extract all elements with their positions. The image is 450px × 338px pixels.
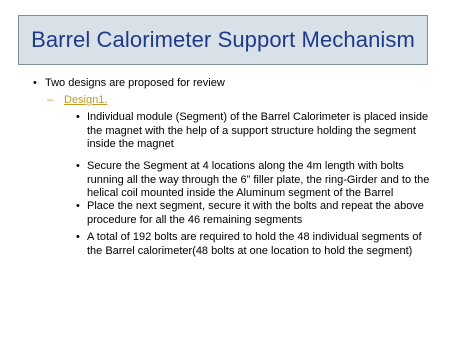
list-item	[76, 160, 436, 201]
list-item	[76, 111, 436, 152]
list-item-text: Secure the Segment at 4 locations along the 4m length with bolts running all the way through the 6” filler plate, the ring-Girder and to the helical coil mounted inside the Aluminum segment of the Barrel	[87, 160, 430, 199]
bullet-marker: •	[33, 77, 37, 89]
dash-marker: –	[47, 94, 54, 106]
slide-title-box	[18, 15, 428, 65]
bullet-two-designs: Two designs are proposed for review	[45, 77, 225, 89]
list-item	[76, 231, 436, 258]
list-item	[76, 200, 436, 227]
bullet-marker: •	[76, 200, 80, 212]
slide-title: Barrel Calorimeter Support Mechanism	[31, 27, 415, 52]
bullet-marker: •	[76, 111, 80, 123]
list-item-text: A total of 192 bolts are required to hold the 48 individual segments of the Barrel calorimeter(48 bolts at one location to hold the segment)	[87, 231, 422, 257]
bullet-marker: •	[76, 231, 80, 243]
bullet-marker: •	[76, 160, 80, 172]
list-item-text: Place the next segment, secure it with the bolts and repeat the above procedure for all the 46 remaining segments	[87, 200, 424, 226]
list-item-text: Individual module (Segment) of the Barrel Calorimeter is placed inside the magnet with the help of a support structure holding the segment inside the magnet	[87, 111, 429, 150]
design1-link[interactable]: Design1.	[64, 94, 108, 106]
